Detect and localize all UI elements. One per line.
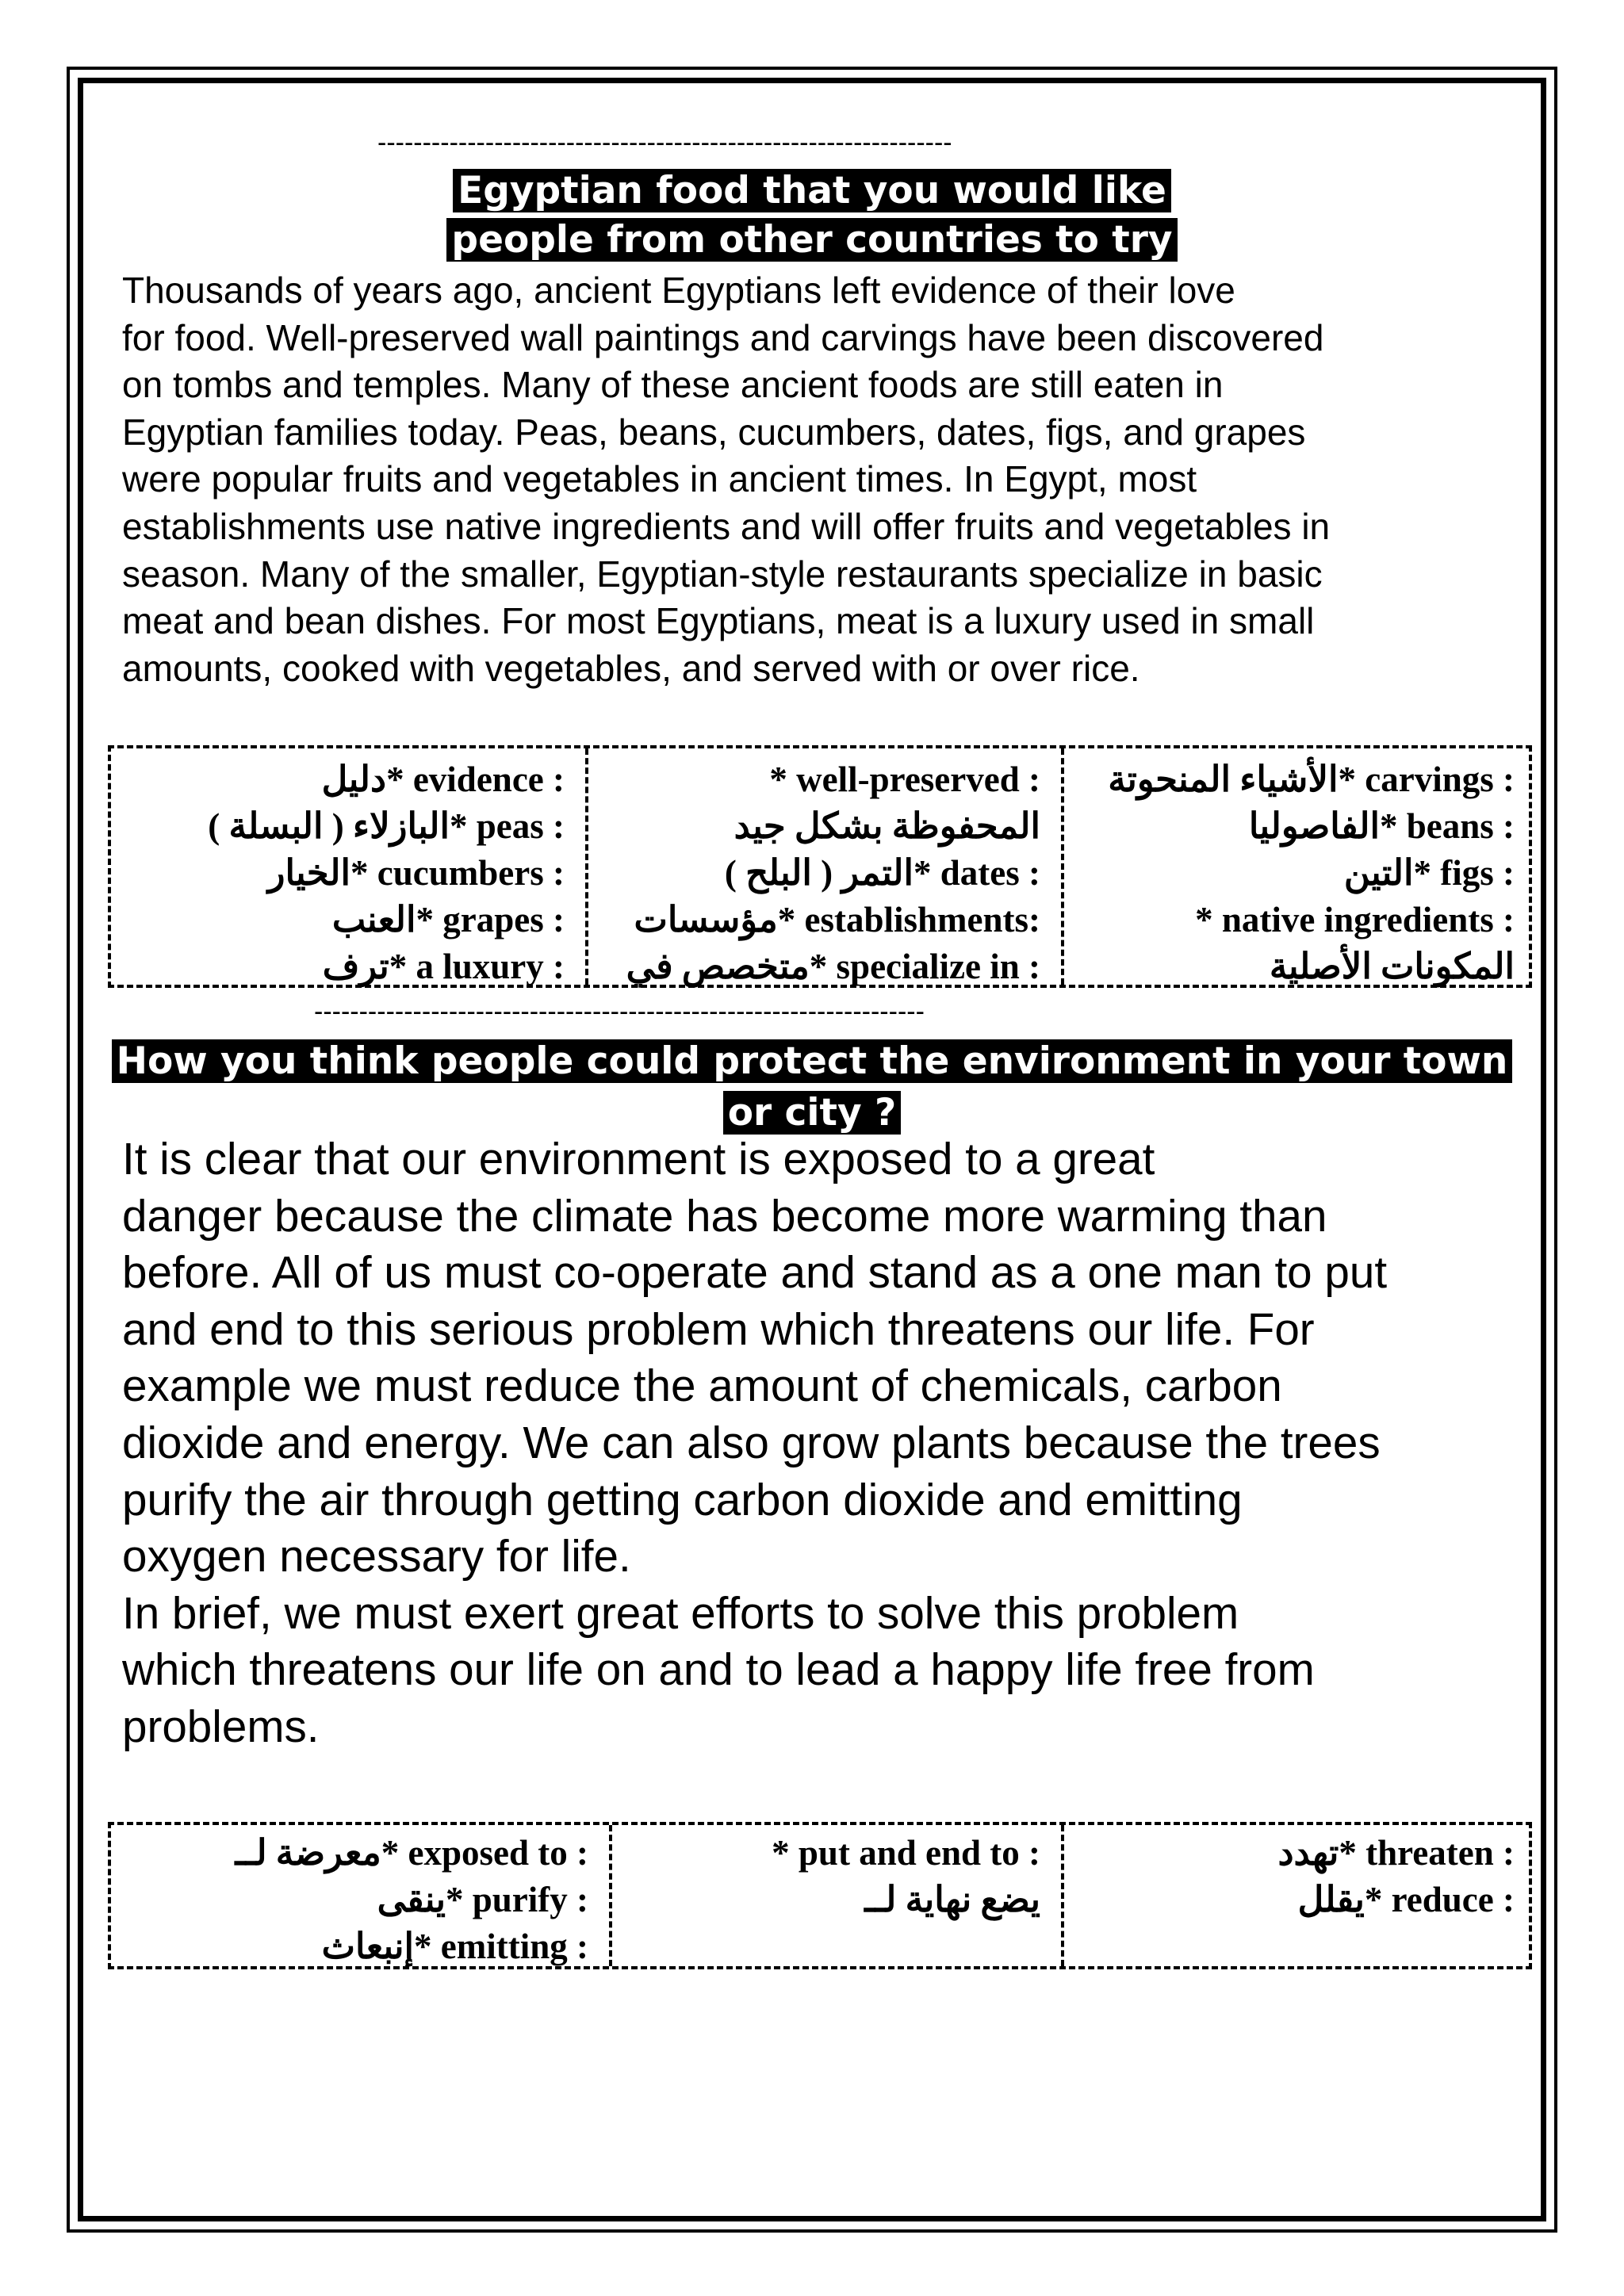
vocab1-right-column xyxy=(1064,748,1535,985)
vocab-entry: الخيار* cucumbers : xyxy=(267,853,565,893)
section2-title-line2: or city ? xyxy=(0,1087,1624,1138)
section2-vocab-box xyxy=(108,1822,1532,1969)
vocab-entry: المحفوظة بشكل جيد xyxy=(733,806,1040,846)
vocab-entry: ترف* a luxury : xyxy=(322,947,565,986)
vocab2-right-column xyxy=(1064,1825,1535,1966)
vocab2-middle-column xyxy=(612,1825,1064,1966)
vocab-entry: التمر ( البلح )* dates : xyxy=(724,853,1040,893)
section2-title-line1: How you think people could protect the environment in your town xyxy=(0,1035,1624,1087)
section2-paragraph: It is clear that our environment is exposed to a great danger because the climate has become more warming than before. All of us must co-operate and stand as a one man to put and end to this serious problem which threatens our life. For example we must reduce the amount of chemicals, carbon dioxide and energy. We can also grow plants because the trees purify the air through getting carbon dioxide and emitting oxygen necessary for life. In brief, we must exert great efforts to solve this problem which threatens our life on and to lead a happy life free from problems. xyxy=(122,1134,1388,1751)
vocab-entry: إنبعاث* emitting : xyxy=(321,1927,588,1966)
vocab-entry: البازلاء ( البسلة )* peas : xyxy=(208,806,565,846)
vocab-entry: تهدد* threaten : xyxy=(1277,1833,1515,1873)
vocab-entry: دليل* evidence : xyxy=(321,760,565,799)
section1-divider: ---------------------------------------------------------------- xyxy=(377,128,952,158)
vocab-entry: ينقى* purify : xyxy=(377,1880,588,1919)
vocab-entry: يضع نهاية لــ xyxy=(864,1880,1040,1919)
section1-title-line2: people from other countries to try xyxy=(0,216,1624,265)
vocab-entry: معرضة لــ* exposed to : xyxy=(235,1833,588,1873)
vocab-entry: مؤسسات* establishments: xyxy=(634,900,1040,939)
vocab-entry: * put and end to : xyxy=(772,1833,1040,1873)
vocab2-left-column xyxy=(111,1825,612,1966)
section1-title-line1: Egyptian food that you would like xyxy=(0,166,1624,216)
vocab-entry: الأشياء المنحوتة* carvings : xyxy=(1108,760,1515,799)
vocab-entry: متخصص في* specialize in : xyxy=(626,947,1040,986)
vocab-entry: * well-preserved : xyxy=(769,760,1040,799)
vocab-entry: يقلل* reduce : xyxy=(1297,1880,1515,1919)
vocab1-left-column xyxy=(111,748,588,985)
vocab-entry: المكونات الأصلية xyxy=(1269,947,1515,986)
vocab-entry: التين* figs : xyxy=(1343,853,1515,893)
vocab-entry: * native ingredients : xyxy=(1195,900,1515,939)
section1-paragraph: Thousands of years ago, ancient Egyptians left evidence of their love for food. Well-preserved wall paintings and carvings have been discovered on tombs and temples. Many of these ancient foods are still eaten in Egyptian families today. Peas, beans, cucumbers, dates, figs, and grapes were popular fruits and vegetables in ancient times. In Egypt, most establishments use native ingredients and will offer fruits and vegetables in season. Many of the smaller, Egyptian-style restaurants specialize in basic meat and bean dishes. For most Egyptians, meat is a luxury used in small amounts, cooked with vegetables, and served with or over rice. xyxy=(122,270,1331,689)
section1-vocab-box xyxy=(108,745,1532,988)
section2-divider: -------------------------------------------------------------------- xyxy=(314,997,925,1027)
vocab-entry: الفاصوليا* beans : xyxy=(1248,806,1515,846)
vocab1-middle-column xyxy=(588,748,1064,985)
vocab-entry: العنب* grapes : xyxy=(331,900,565,939)
